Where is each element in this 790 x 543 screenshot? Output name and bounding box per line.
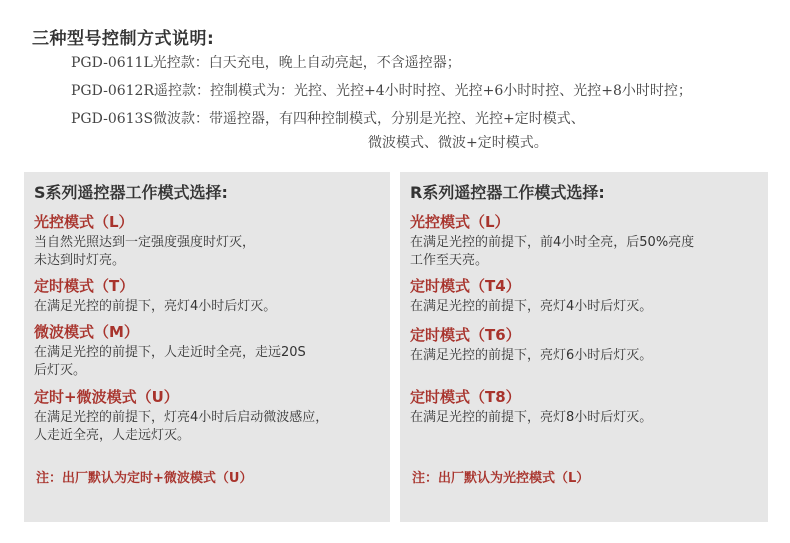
mode-description: 在满足光控的前提下，亮灯8小时后灯灭。	[410, 410, 653, 425]
mode-title: 定时模式（T6）	[410, 326, 521, 344]
s-default-note: 注：出厂默认为定时+微波模式（U）	[36, 471, 253, 486]
mode-description: 在满足光控的前提下，灯亮4小时后启动微波感应， 人走近全亮，人走远灯灭。	[34, 410, 329, 443]
model-line-0611l: PGD-0611L光控款：白天充电，晚上自动亮起，不含遥控器；	[71, 55, 461, 71]
mode-description: 在满足光控的前提下，前4小时全亮，后50%亮度 工作至天亮。	[410, 235, 695, 268]
mode-description: 在满足光控的前提下，亮灯4小时后灯灭。	[410, 299, 653, 314]
r-mode-timer-t8	[410, 387, 760, 427]
r-mode-timer-t6	[410, 325, 760, 365]
mode-description: 当自然光照达到一定强度强度时灯灭， 未达到时灯亮。	[34, 235, 256, 268]
r-default-note: 注：出厂默认为光控模式（L）	[412, 471, 590, 486]
model-line-0613s: PGD-0613S微波款：带遥控器，有四种控制模式，分别是光控、光控+定时模式、	[71, 111, 585, 127]
s-mode-microwave	[34, 322, 384, 380]
mode-title: 光控模式（L）	[34, 213, 134, 231]
model-line-0613s-continued: 微波模式、微波+定时模式。	[368, 135, 548, 151]
mode-title: 定时模式（T8）	[410, 388, 521, 406]
s-series-panel	[24, 172, 390, 522]
mode-title: 定时+微波模式（U）	[34, 388, 179, 406]
r-mode-timer-t4	[410, 276, 760, 316]
s-mode-light	[34, 212, 384, 270]
mode-title: 定时模式（T）	[34, 277, 135, 295]
r-panel-title: R系列遥控器工作模式选择:	[410, 183, 605, 202]
page-title: 三种型号控制方式说明:	[32, 29, 215, 49]
r-mode-light	[410, 212, 760, 270]
mode-title: 光控模式（L）	[410, 213, 510, 231]
s-panel-title: S系列遥控器工作模式选择:	[34, 183, 228, 202]
mode-title: 微波模式（M）	[34, 323, 139, 341]
mode-description: 在满足光控的前提下，亮灯4小时后灯灭。	[34, 299, 277, 314]
mode-description: 在满足光控的前提下，亮灯6小时后灯灭。	[410, 348, 653, 363]
model-line-0612r: PGD-0612R遥控款：控制模式为：光控、光控+4小时时控、光控+6小时时控、光控+8小时时控；	[71, 83, 692, 99]
s-mode-timer	[34, 276, 384, 316]
mode-description: 在满足光控的前提下，人走近时全亮，走远20S 后灯灭。	[34, 345, 306, 378]
s-mode-timer-microwave	[34, 387, 384, 445]
r-series-panel	[400, 172, 768, 522]
mode-title: 定时模式（T4）	[410, 277, 521, 295]
